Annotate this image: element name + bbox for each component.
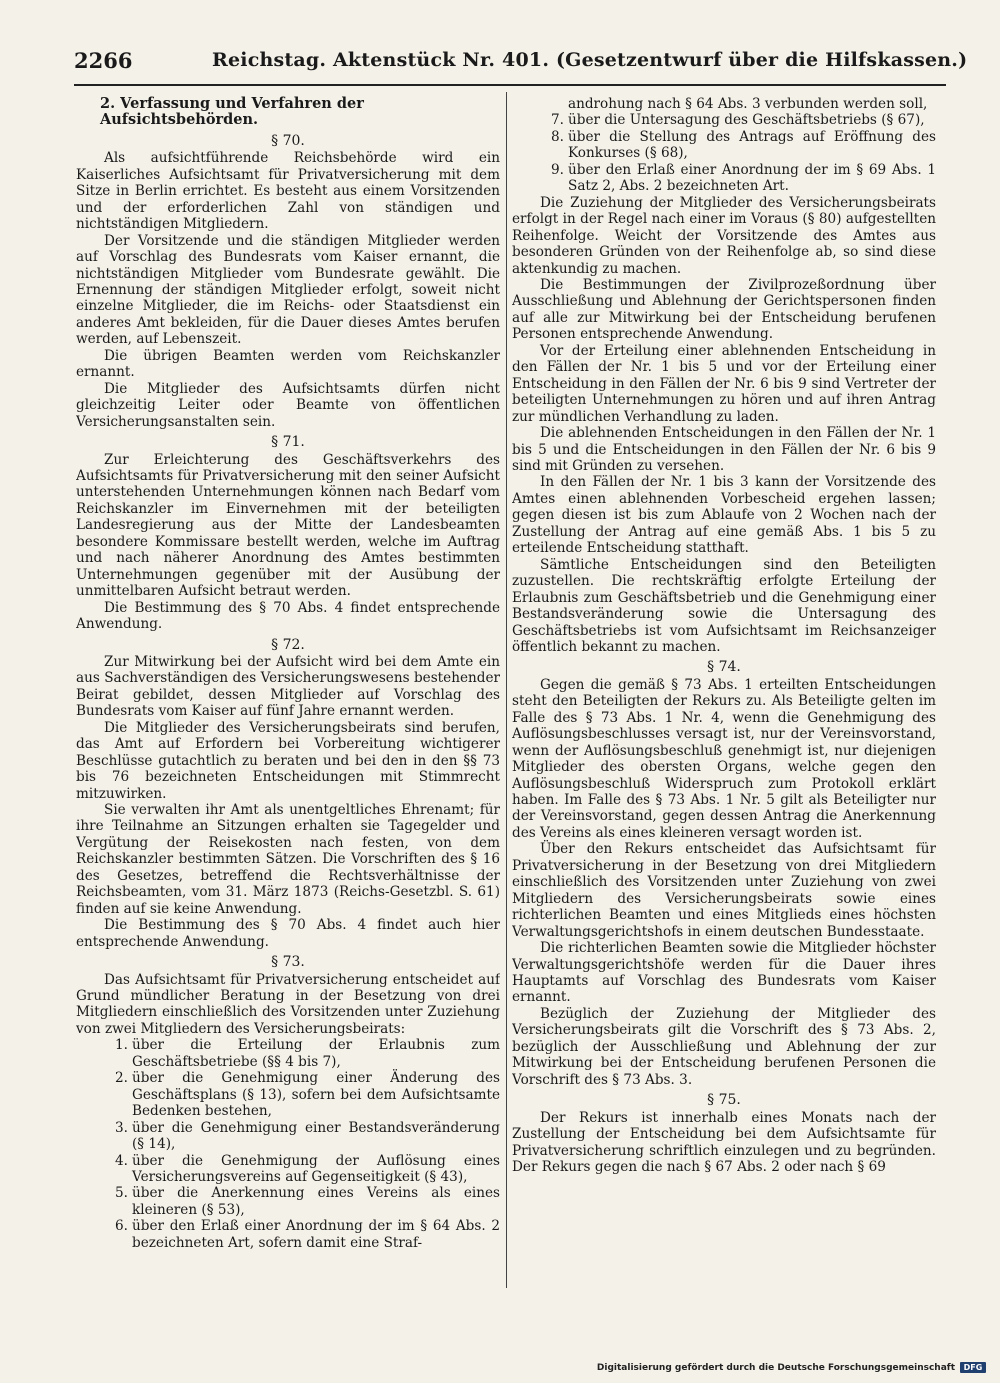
list-item <box>512 129 936 162</box>
paragraph-71-1: Zur Erleichterung des Geschäftsverkehrs des Aufsichtsamts für Privatversicherung mit den seiner Aufsicht unterstehenden Unternehmungen können nach Bedarf vom Reichskanzler im Einvernehmen mit der beteiligten Landesregierung aus der Mitte der Landesbeamten besondere Kommissare bestellt werden, welche im Auftrag und nach näherer Anordnung des Amtes bestimmten Unternehmungen gegenüber mit der Ausübung der unmittelbaren Aufsicht betraut werden. <box>76 451 500 600</box>
paragraph-74-1: Gegen die gemäß § 73 Abs. 1 erteilten Entscheidungen steht den Beteiligten der Rekurs zu. Als Beteiligte gelten im Falle des § 73 Abs. 1 Nr. 4, wenn die Genehmigung des Auflösungsbeschlusses versagt ist, nur der Vereinsvorstand, wenn der Auflösungsbeschluß genehmigt ist, nur diejenigen Mitglieder des obersten Organs, welche gegen den Auflösungsbeschluß Widerspruch zum Protokoll erklärt haben. Im Falle des § 73 Abs. 1 Nr. 5 gilt als Beteiligter nur der Vereinsvorstand, gegen dessen Antrag die Anerkennung des Vereins als eines kleineren versagt worden ist. <box>512 676 936 841</box>
right-column <box>512 96 936 1296</box>
list-item <box>76 1218 500 1251</box>
list-item <box>76 1185 500 1218</box>
paragraph-72-2: Die Mitglieder des Versicherungsbeirats sind berufen, das Amt auf Erfordern bei Vorbereitung wichtigerer Beschlüsse gutachtlich zu beraten und bei den in den §§ 73 bis 76 bezeichneten Entscheidungen mit Stimmrecht mitzuwirken. <box>76 719 500 802</box>
header-rule <box>74 84 946 86</box>
running-title: Reichstag. Aktenstück Nr. 401. (Gesetzentwurf über die Hilfskassen.) <box>212 49 968 71</box>
paragraph-number-73: § 73. <box>271 954 305 971</box>
list-item-number: 3. <box>115 1119 128 1136</box>
list-item-text: über die Stellung des Antrags auf Eröffnung des Konkurses (§ 68), <box>568 128 936 162</box>
list-item <box>76 1120 500 1153</box>
list-item-number: 9. <box>551 161 564 178</box>
paragraph-73-2: Die Zuziehung der Mitglieder des Versicherungsbeirats erfolgt in der Regel nach einer im Voraus (§ 80) aufgestellten Reihenfolge. Weicht der Vorsitzende des Amtes aus besonderen Gründen von der Reihenfolge ab, so sind diese aktenkundig zu machen. <box>512 194 936 277</box>
list-item-text: androhung nach § 64 Abs. 3 verbunden werden soll, <box>568 96 928 112</box>
list-73 <box>76 1037 500 1251</box>
paragraph-number-74: § 74. <box>707 659 741 676</box>
paragraph-number-75: § 75. <box>707 1092 741 1109</box>
paragraph-73-7: Sämtliche Entscheidungen sind den Beteiligten zuzustellen. Die rechtskräftig erfolgte Erteilung der Erlaubnis zum Geschäftsbetrieb und die Genehmigung einer Bestandsveränderung sowie die Untersagung des Geschäftsbetriebs ist vom Aufsichtsamt im Reichsanzeiger öffentlich bekannt zu machen. <box>512 556 936 655</box>
paragraph-number-70: § 70. <box>271 132 305 149</box>
paragraph-72-1: Zur Mitwirkung bei der Aufsicht wird bei dem Amte ein aus Sachverständigen des Versicherungswesens bestehender Beirat gebildet, dessen Mitglieder auf Vorschlag des Bundesrats vom Kaiser auf fünf Jahre ernannt werden. <box>76 653 500 720</box>
list-item-text: über die Erteilung der Erlaubnis zum Geschäftsbetriebe (§§ 4 bis 7), <box>132 1037 500 1070</box>
paragraph-73-3: Die Bestimmungen der Zivilprozeßordnung über Ausschließung und Ablehnung der Gerichtspersonen finden auf alle zur Mitwirkung bei der Entscheidung berufenen Personen entsprechende Anwendung. <box>512 276 936 343</box>
paragraph-74-4: Bezüglich der Zuziehung der Mitglieder des Versicherungsbeirats gilt die Vorschrift des § 73 Abs. 2, bezüglich der Ausschließung und Ablehnung der zur Mitwirkung bei der Entscheidung berufenen Personen die Vorschrift des § 73 Abs. 3. <box>512 1005 936 1088</box>
paragraph-71-2: Die Bestimmung des § 70 Abs. 4 findet entsprechende Anwendung. <box>76 599 500 633</box>
list-item-text: über die Anerkennung eines Vereins als eines kleineren (§ 53), <box>132 1185 500 1218</box>
list-item-number: 4. <box>115 1152 128 1169</box>
paragraph-74-3: Die richterlichen Beamten sowie die Mitglieder höchster Verwaltungsgerichtshöfe werden für die Dauer ihres Hauptamts auf Vorschlag des Bundesrats vom Kaiser ernannt. <box>512 940 936 1006</box>
list-item-number: 5. <box>115 1185 128 1202</box>
list-item <box>512 112 936 128</box>
paragraph-74-2: Über den Rekurs entscheidet das Aufsichtsamt für Privatversicherung in der Besetzung von drei Mitgliedern einschließlich des Vorsitzenden unter Zuziehung von zwei Mitgliedern des Versicherungsbeirats sowie eines richterlichen Beamten und eines Mitglieds eines höchsten Verwaltungsgerichtshofs in einem deutschen Bundesstaate. <box>512 841 936 940</box>
list-item <box>76 1037 500 1070</box>
list-item-text: über die Genehmigung einer Bestandsveränderung (§ 14), <box>132 1119 500 1153</box>
section-heading: 2. Verfassung und Verfahren der Aufsichtsbehörden. <box>100 96 364 129</box>
page-number: 2266 <box>74 48 133 73</box>
paragraph-70-2: Der Vorsitzende und die ständigen Mitglieder werden auf Vorschlag des Bundesrats vom Kaiser ernannt, die nichtständigen Mitglieder vom Bundesrate gewählt. Die Ernennung der ständigen Mitglieder erfolgt, soweit nicht einzelne Mitglieder, die im Reichs- oder Staatsdienst ein anderes Amt bekleiden, für die Dauer dieses Amtes berufen werden, auf Lebenszeit. <box>76 232 500 348</box>
paragraph-72-4: Die Bestimmung des § 70 Abs. 4 findet auch hier entsprechende Anwendung. <box>76 917 500 950</box>
list-item-number: 1. <box>115 1037 128 1054</box>
paragraph-70-3: Die übrigen Beamten werden vom Reichskanzler ernannt. <box>76 347 500 381</box>
paragraph-70-1: Als aufsichtführende Reichsbehörde wird ein Kaiserliches Aufsichtsamt für Privatversicherung mit dem Sitze in Berlin errichtet. Es besteht aus einem Vorsitzenden und der erforderlichen Zahl von ständigen und nichtständigen Mitgliedern. <box>76 150 500 233</box>
list-item-text: über den Erlaß einer Anordnung der im § 69 Abs. 1 Satz 2, Abs. 2 bezeichneten Art. <box>568 161 936 195</box>
dfg-logo: DFG <box>960 1362 986 1373</box>
paragraph-72-3: Sie verwalten ihr Amt als unentgeltliches Ehrenamt; für ihre Teilnahme an Sitzungen erhalten sie Tagegelder und Vergütung der Reisekosten nach festen, von dem Reichskanzler bestimmten Sätzen. Die Vorschriften des § 16 des Gesetzes, betreffend die Rechtsverhältnisse der Reichsbeamten, vom 31. März 1873 (Reichs-Gesetzbl. S. 61) finden auf sie keine Anwendung. <box>76 802 500 917</box>
paragraph-73-6: In den Fällen der Nr. 1 bis 3 kann der Vorsitzende des Amtes einen ablehnenden Vorbescheid ergehen lassen; gegen diesen ist bis zum Ablaufe von 2 Wochen nach der Zustellung der Antrag auf eine gemäß Abs. 1 bis 5 zu erteilende Entscheidung statthaft. <box>512 474 936 557</box>
list-item <box>512 162 936 195</box>
list-item-text: über die Genehmigung einer Änderung des Geschäftsplans (§ 13), sofern bei dem Aufsichtsamte Bedenken bestehen, <box>132 1070 500 1120</box>
paragraph-number-72: § 72. <box>271 636 305 653</box>
column-divider <box>506 92 507 1288</box>
list-73-continued <box>512 96 936 195</box>
list-item-text: über die Genehmigung der Auflösung eines Versicherungsvereins auf Gegenseitigkeit (§ 43), <box>132 1152 500 1185</box>
paragraph-number-71: § 71. <box>271 434 305 451</box>
digitization-footer <box>597 1362 986 1373</box>
list-item <box>76 1153 500 1186</box>
footer-credit: Digitalisierung gefördert durch die Deutsche Forschungsgemeinschaft <box>596 1362 955 1373</box>
page-header <box>74 48 968 80</box>
paragraph-75-1: Der Rekurs ist innerhalb eines Monats nach der Zustellung der Entscheidung bei dem Aufsichtsamte für Privatversicherung schriftlich einzulegen und zu begründen. Der Rekurs gegen die nach § 67 Abs. 2 oder nach § 69 <box>512 1109 936 1175</box>
list-item-number: 7. <box>551 112 564 129</box>
list-item-number: 6. <box>115 1218 128 1235</box>
list-item-number: 2. <box>115 1070 128 1087</box>
paragraph-70-4: Die Mitglieder des Aufsichtsamts dürfen nicht gleichzeitig Leiter oder Beamte von öffentlichen Versicherungsanstalten sein. <box>76 380 500 430</box>
paragraph-73-4: Vor der Erteilung einer ablehnenden Entscheidung in den Fällen der Nr. 1 bis 5 und vor der Erteilung einer Entscheidung in den Fällen der Nr. 6 bis 9 sind Vertreter der beteiligten Unternehmungen zu hören und auf ihren Antrag zur mündlichen Verhandlung zu laden. <box>512 342 936 425</box>
list-item-text: über den Erlaß einer Anordnung der im § 64 Abs. 2 bezeichneten Art, sofern damit eine Straf- <box>132 1218 500 1251</box>
paragraph-73-1: Das Aufsichtsamt für Privatversicherung entscheidet auf Grund mündlicher Beratung in der Besetzung von drei Mitgliedern einschließlich des Vorsitzenden unter Zuziehung von zwei Mitgliedern des Versicherungsbeirats: <box>76 971 500 1037</box>
left-column <box>76 96 500 1296</box>
list-item-number: 8. <box>551 128 564 145</box>
paragraph-73-5: Die ablehnenden Entscheidungen in den Fällen der Nr. 1 bis 5 und die Entscheidungen in den Fällen der Nr. 6 bis 9 sind mit Gründen zu versehen. <box>512 425 936 474</box>
list-item-text: über die Untersagung des Geschäftsbetriebs (§ 67), <box>568 112 925 129</box>
list-item <box>76 1070 500 1119</box>
list-item <box>512 96 936 112</box>
